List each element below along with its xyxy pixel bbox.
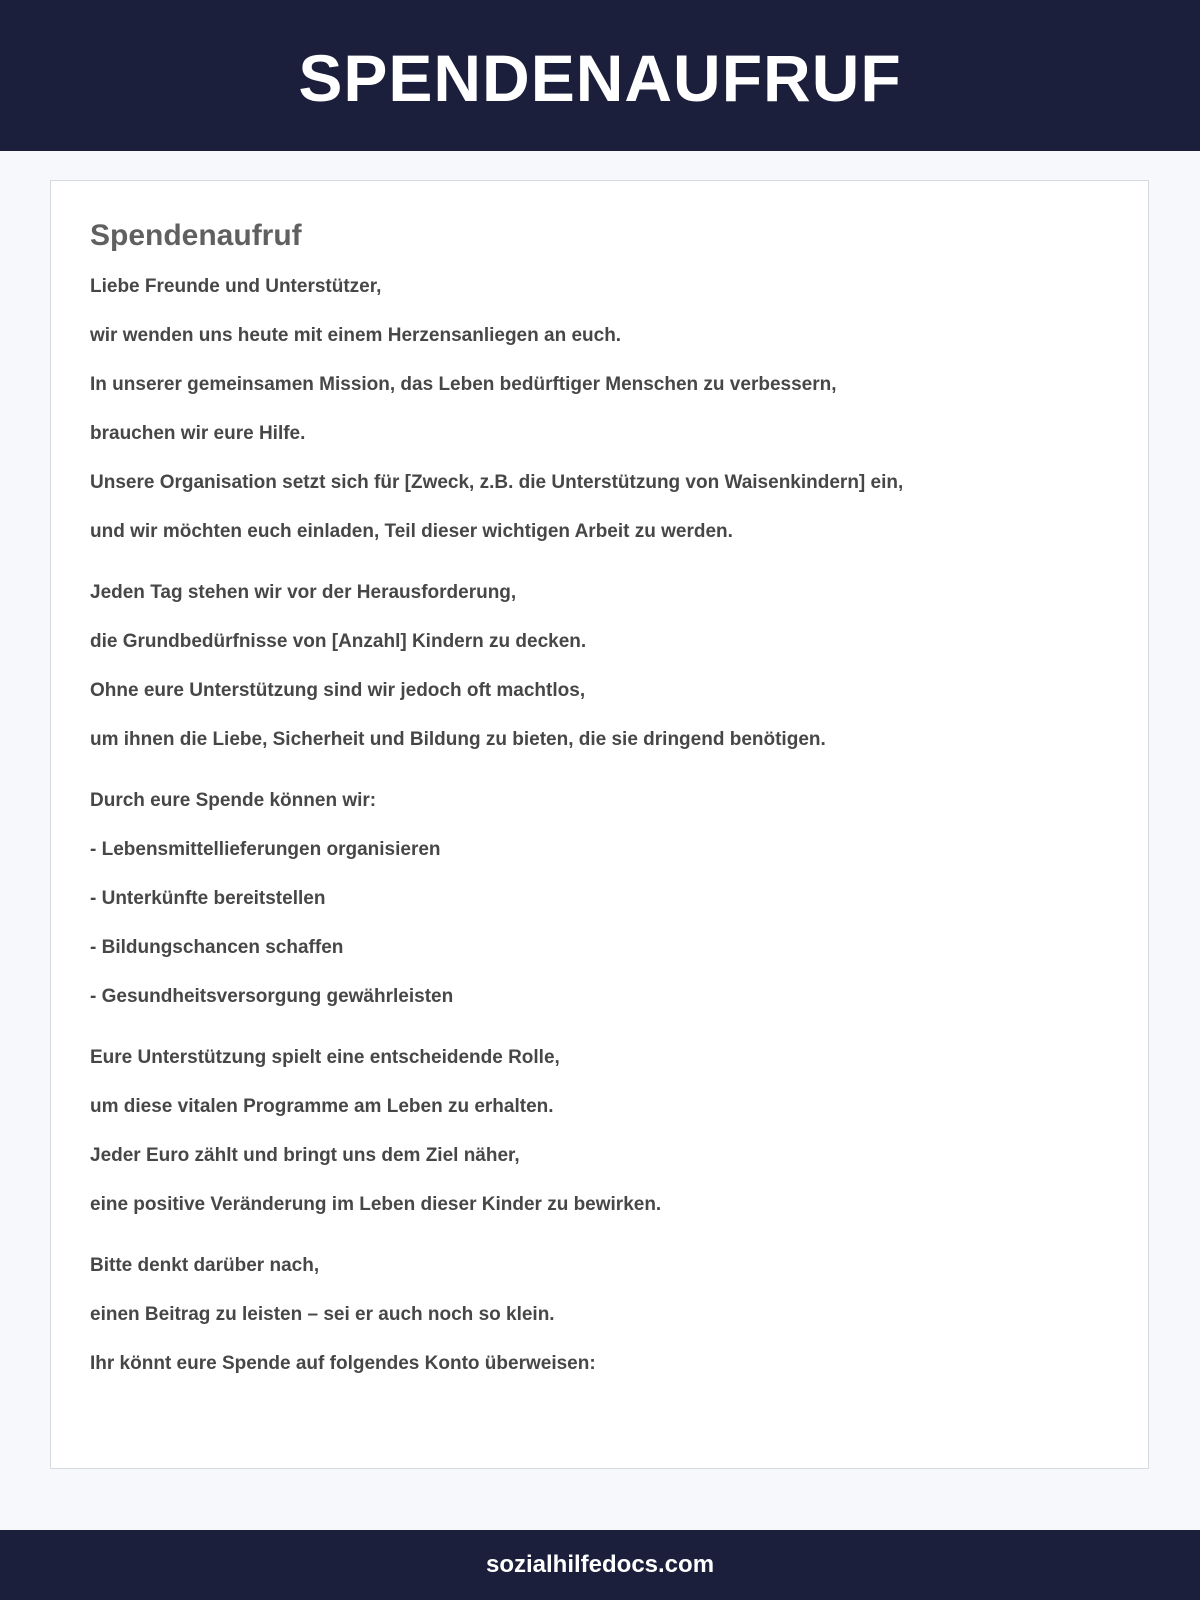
page-title: SPENDENAUFRUF [298, 40, 902, 115]
letter-line: In unserer gemeinsamen Mission, das Leben bedürftiger Menschen zu verbessern, [90, 374, 837, 395]
letter-card [50, 180, 1149, 1469]
letter-line: die Grundbedürfnisse von [Anzahl] Kindern zu decken. [90, 631, 587, 652]
letter-line: brauchen wir eure Hilfe. [90, 423, 306, 444]
letter-line: Jeden Tag stehen wir vor der Herausforderung, [90, 582, 517, 603]
letter-line: Ihr könnt eure Spende auf folgendes Konto überweisen: [90, 1353, 596, 1374]
footer-site-link[interactable]: sozialhilfedocs.com [485, 1551, 715, 1578]
letter-line: und wir möchten euch einladen, Teil dieser wichtigen Arbeit zu werden. [90, 521, 733, 542]
letter-line: um diese vitalen Programme am Leben zu erhalten. [90, 1096, 554, 1117]
letter-line: wir wenden uns heute mit einem Herzensanliegen an euch. [90, 325, 622, 346]
letter-line: eine positive Veränderung im Leben dieser Kinder zu bewirken. [90, 1194, 662, 1215]
letter-line: Ohne eure Unterstützung sind wir jedoch oft machtlos, [90, 680, 586, 701]
page-header [0, 0, 1200, 151]
letter-line: Jeder Euro zählt und bringt uns dem Ziel näher, [90, 1145, 520, 1166]
letter-line: um ihnen die Liebe, Sicherheit und Bildung zu bieten, die sie dringend benötigen. [90, 729, 826, 750]
letter-line: einen Beitrag zu leisten – sei er auch noch so klein. [90, 1304, 555, 1325]
letter-line: Unsere Organisation setzt sich für [Zweck, z.B. die Unterstützung von Waisenkindern] ein, [90, 472, 904, 493]
letter-line: Eure Unterstützung spielt eine entscheidende Rolle, [90, 1047, 560, 1068]
letter-line: Durch eure Spende können wir: [90, 790, 377, 811]
letter-line: Liebe Freunde und Unterstützer, [90, 276, 382, 297]
letter-heading: Spendenaufruf [90, 219, 302, 252]
list-item: - Lebensmittellieferungen organisieren [90, 839, 441, 860]
list-item: - Unterkünfte bereitstellen [90, 888, 326, 909]
list-item: - Gesundheitsversorgung gewährleisten [90, 986, 454, 1007]
page-footer [0, 1530, 1200, 1600]
letter-line: Bitte denkt darüber nach, [90, 1255, 320, 1276]
list-item: - Bildungschancen schaffen [90, 937, 344, 958]
